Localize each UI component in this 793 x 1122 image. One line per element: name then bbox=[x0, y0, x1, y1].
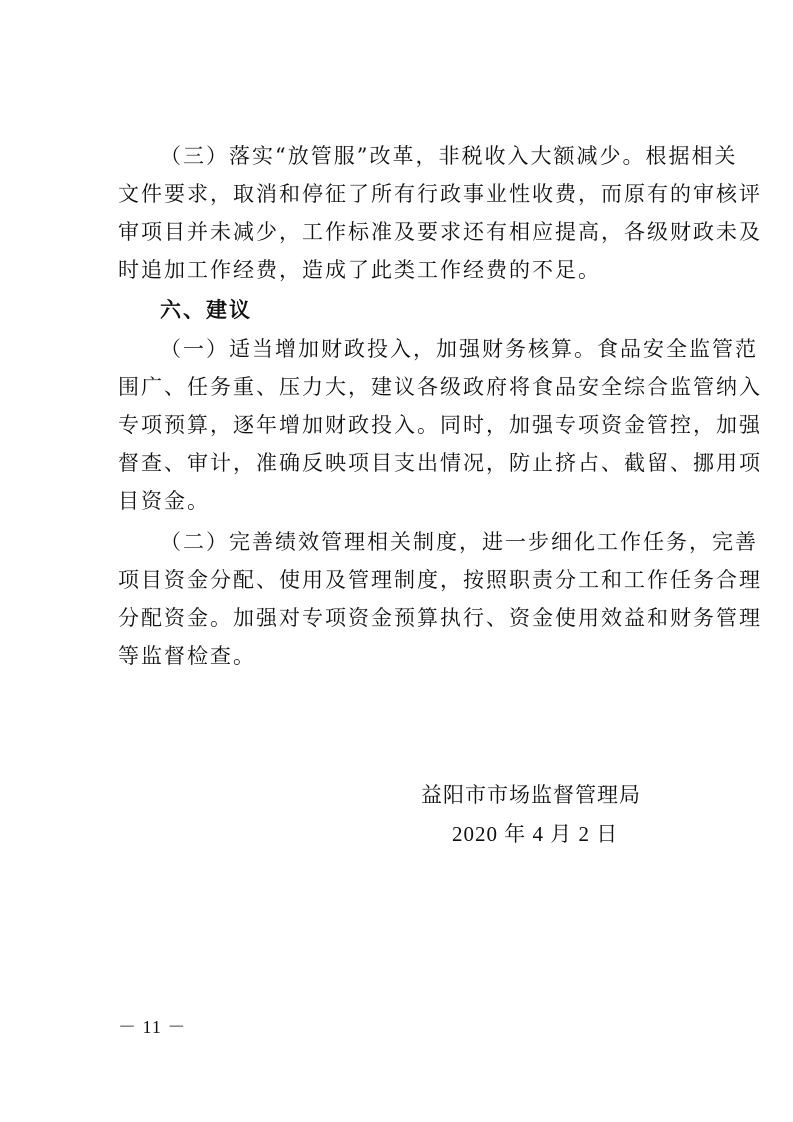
paragraph-line: 文件要求，取消和停征了所有行政事业性收费，而原有的审核评 bbox=[118, 182, 762, 206]
paragraph-line: 围广、任务重、压力大，建议各级政府将食品安全综合监管纳入 bbox=[118, 375, 762, 399]
paragraph-line: 分配资金。加强对专项资金预算执行、资金使用效益和财务管理 bbox=[118, 606, 762, 630]
paragraph-line: （三）落实“放管服”改革，非税收入大额减少。根据相关 bbox=[160, 144, 738, 168]
paragraph-line: 等监督检查。 bbox=[118, 644, 256, 668]
paragraph-line: 目资金。 bbox=[118, 489, 210, 513]
paragraph-line: 督查、审计，准确反映项目支出情况，防止挤占、截留、挪用项 bbox=[118, 451, 762, 475]
signature-organization: 益阳市市场监督管理局 bbox=[421, 783, 641, 807]
paragraph-line: 时追加工作经费，造成了此类工作经费的不足。 bbox=[118, 258, 601, 282]
signature-date: 2020 年 4 月 2 日 bbox=[452, 822, 619, 846]
page-number: － 11 － bbox=[118, 1017, 187, 1037]
section-heading: 六、建议 bbox=[160, 298, 252, 322]
paragraph-line: 审项目并未减少，工作标准及要求还有相应提高，各级财政未及 bbox=[118, 220, 762, 244]
paragraph-line: （一）适当增加财政投入，加强财务核算。食品安全监管范 bbox=[160, 337, 758, 361]
paragraph-line: （二）完善绩效管理相关制度，进一步细化工作任务，完善 bbox=[160, 530, 758, 554]
paragraph-line: 专项预算，逐年增加财政投入。同时，加强专项资金管控，加强 bbox=[118, 413, 762, 437]
paragraph-line: 项目资金分配、使用及管理制度，按照职责分工和工作任务合理 bbox=[118, 568, 762, 592]
